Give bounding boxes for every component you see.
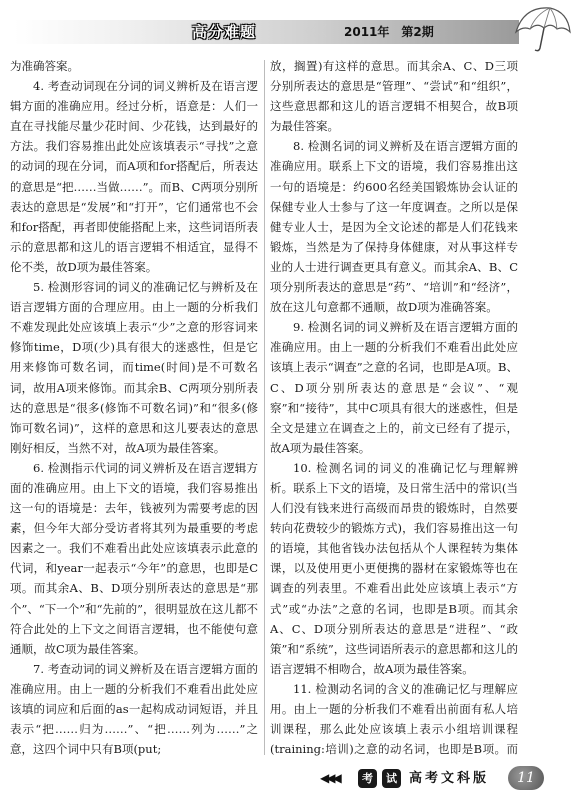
answer-paragraph: 7. 考查动词的词义辨析及在语言逻辑方面的准确应用。由上一题的分析我们不难看出此处应该填的词应和后面的as一起构成动词短语，并且表示“把……归为……”、“把……列为……”之意，这四个词中只有B项(put; — [10, 661, 258, 756]
publication-badge-1: 考 — [358, 769, 377, 788]
left-column — [10, 56, 258, 756]
page-number: 11 — [508, 766, 544, 790]
answer-paragraph: 4. 考查动词现在分词的词义辨析及在语言逻辑方面的准确应用。经过分析，语意是：人们一直在寻找能尽量少花时间、少花钱，达到最好的方法。我们容易推出此处应该填表示“寻找”之意的动词的现在分词，而A项和for搭配后，所表达的意思是“把……当做……”。而B、C两项分别所表达的意思是“发展”和“打开”，它们通常也不会和for搭配，再者即使能搭配上来，这些词语所表示的意思都和这儿的语言逻辑不相适宜，显得不伦不类，故D项为最佳答案。 — [10, 79, 258, 274]
triple-arrow-icon: ◀◀◀ — [320, 771, 339, 785]
answer-paragraph: 为准确答案。 — [10, 59, 79, 73]
magazine-column-title: 高分难题 — [192, 23, 257, 41]
answer-paragraph: 放，搁置)有这样的意思。而其余A、C、D三项分别所表达的意思是“管理”、“尝试”和“组织”，这些意思都和这儿的语言逻辑不相契合，故B项为最佳答案。 — [270, 59, 518, 134]
issue-info — [344, 20, 446, 44]
column-divider — [264, 60, 265, 755]
issue-number: 第2期 — [401, 25, 434, 39]
page-footer — [0, 762, 579, 796]
answer-paragraph: 11. 检测动名词的含义的准确记忆与理解应用。由上一题的分析我们不难看出前面有私人培训课程，那么此处应该填上表示小组培训课程(training:培训)之意的动名词，也即是B项。而 — [270, 681, 518, 756]
answer-paragraph: 10. 检测名词的词义的准确记忆与理解辨析。联系上下文的语境，及日常生活中的常识(当人们没有钱来进行高级而昂贵的锻炼时，自然要转向花费较少的锻炼方式)，我们容易推出这一句的语境，其他省钱办法包括从个人课程转为集体课，以及使用更小更便携的器材在家锻炼等也在调查的列表里。不难看出此处应该填上表示“方式”或“办法”之意的名词，也即是B项。而其余A、C、D项分别所表达的意思是“进程”、“政策”和“系统”，这些词语所表示的意思都和这儿的语言逻辑不相吻合，故A项为最佳答案。 — [270, 460, 518, 676]
right-column — [270, 56, 518, 756]
chevrons-icon: 〈〈〈〈 — [298, 24, 325, 40]
umbrella-icon — [510, 2, 572, 54]
issue-year: 2011年 — [344, 25, 390, 39]
page-header — [0, 0, 579, 52]
answer-paragraph: 5. 检测形容词的词义的准确记忆与辨析及在语言逻辑方面的合理应用。由上一题的分析我们不难发现此处应该填上表示“少”之意的形容词来修饰time，D项(少)具有很大的迷惑性，但是它用来修饰可数名词，而time(时间)是不可数名词，故用A项来修饰。而其余B、C两项分别所表达的意思是“很多(修饰不可数名词)”和“很多(修饰可数名词)”，这样的意思和这儿要表达的意思刚好相反，当然不对，故A项为最佳答案。 — [10, 280, 258, 455]
answer-paragraph: 6. 检测指示代词的词义辨析及在语言逻辑方面的准确应用。由上下文的语境，我们容易推出这一句的语境是：去年，钱被列为需要考虑的因素，但今年大部分受访者将其列为最重要的考虑因素之一。我们不难看出此处应该填表示此意的代词，和year一起表示“今年”的意思，也即是C项。而其余A、B、D项分别所表达的意思是“那个”、“下一个”和“先前的”，很明显放在这儿都不符合此处的上下文之间语言逻辑，也不能使句意通顺，故C项为最佳答案。 — [10, 460, 258, 656]
answer-paragraph: 8. 检测名词的词义辨析及在语言逻辑方面的准确应用。联系上下文的语境，我们容易推出这一句的语境是：约600名经美国锻炼协会认证的保健专业人士参与了这一年度调查。之所以是保健专业人士，是因为全文论述的都是人们花钱来锻炼，当然是为了保持身体健康，对从事这样专业的人士进行调查更具有意义。而其余A、B、C项分别所表达的意思是“药”、“培训”和“经济”，放在这儿句意都不通顺，故D项为准确答案。 — [270, 139, 518, 315]
publication-badge-2: 试 — [382, 769, 401, 788]
answer-paragraph: 9. 检测名词的词义辨析及在语言逻辑方面的准确应用。由上一题的分析我们不难看出此处应该填上表示“调查”之意的名词，也即是A项。B、C、D项分别所表达的意思是“会议”、“观察”和“接待”，其中C项具有很大的迷惑性，但是全文是建立在调查之上的，前文已经有了提示，故A项为最佳答案。 — [270, 320, 518, 455]
publication-name: 高考文科版 — [409, 771, 490, 786]
